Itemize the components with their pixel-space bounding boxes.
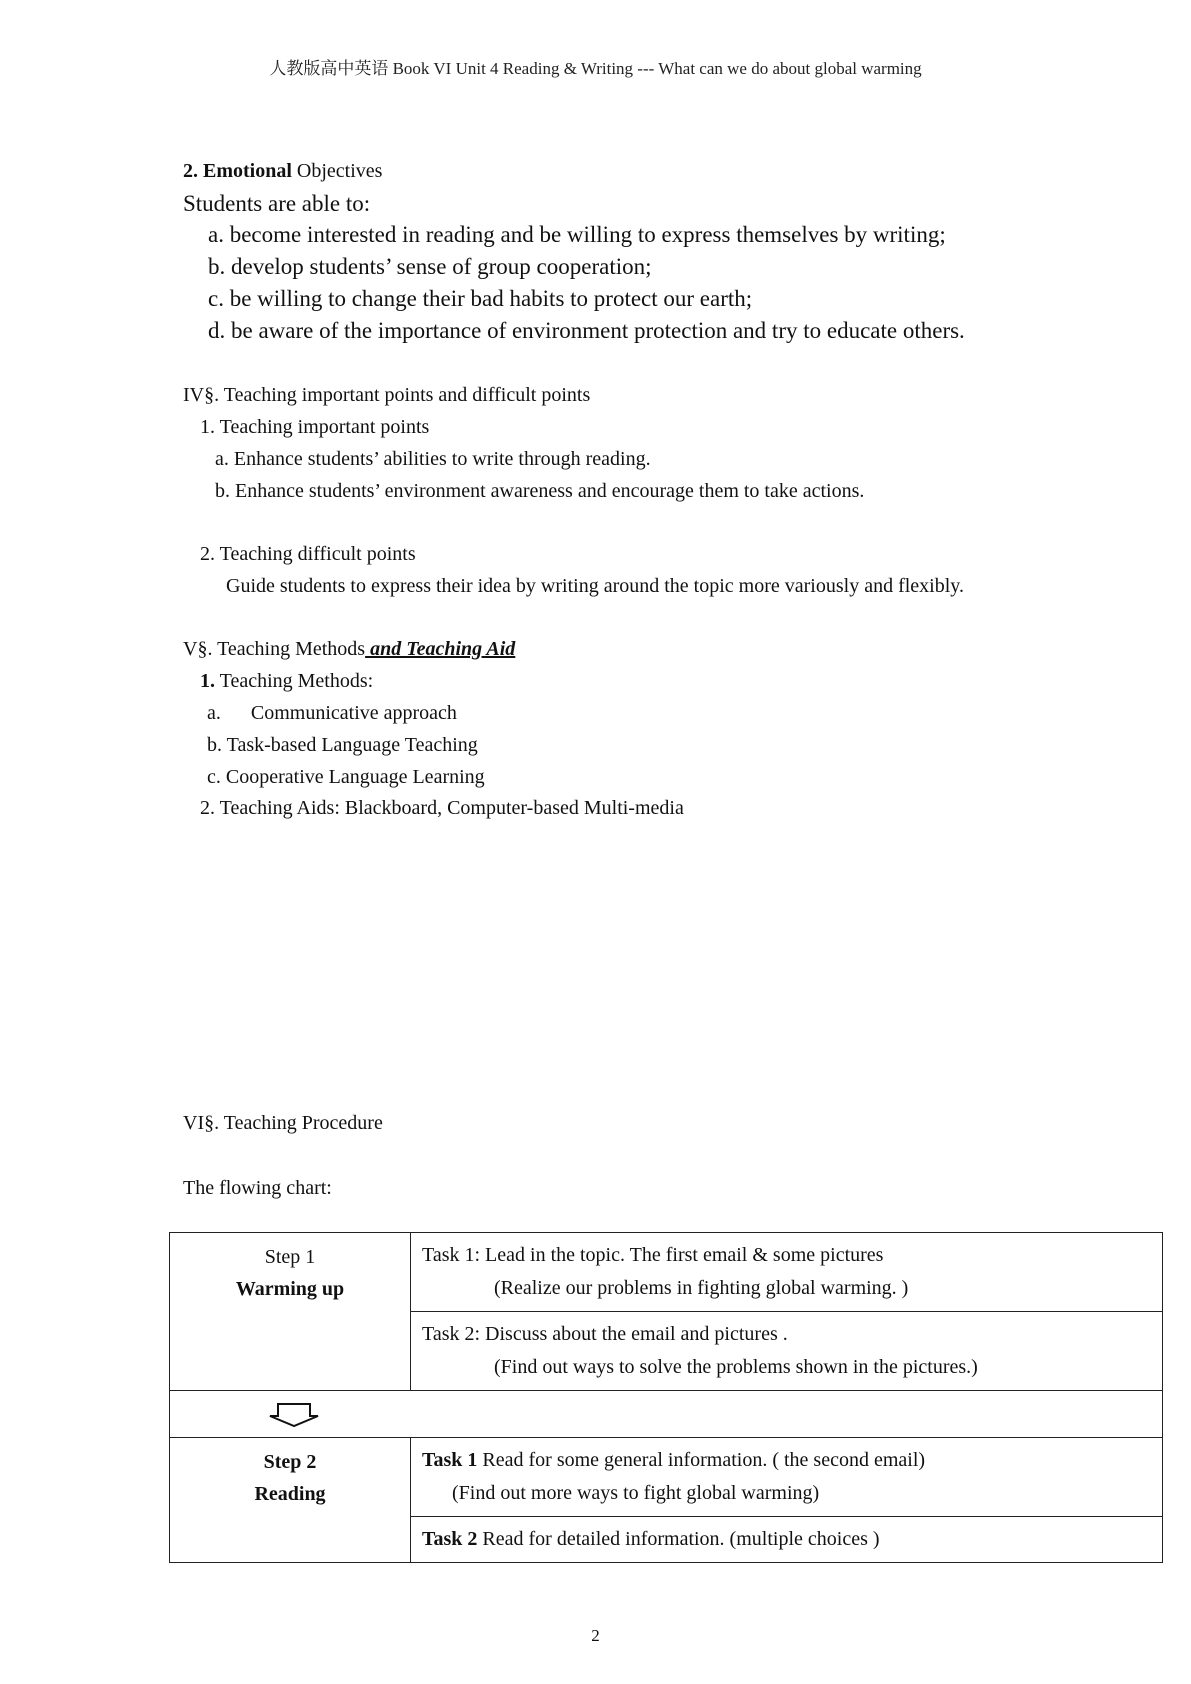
section-v-title [183, 638, 515, 661]
section-vi-title: VI§. Teaching Procedure [183, 1112, 383, 1134]
step1-task1-note: (Realize our problems in fighting global warming. ) [494, 1277, 909, 1299]
step2-task2-cell [411, 1517, 1163, 1563]
page-header: 人教版高中英语 Book VI Unit 4 Reading & Writing --- What can we do about global warming [269, 59, 922, 78]
emotional-intro: Students are able to: [183, 191, 371, 216]
section-v-title-plain: V§. Teaching Methods [183, 638, 366, 660]
teaching-aids: 2. Teaching Aids: Blackboard, Computer-based Multi-media [200, 797, 684, 819]
step1-label: Step 1 [264, 1246, 316, 1268]
important-points-title: 1. Teaching important points [200, 416, 430, 438]
step2-task1-text: Read for some general information. ( the second email) [477, 1449, 926, 1471]
step1-cell [170, 1233, 411, 1391]
page-number: 2 [591, 1626, 600, 1645]
emotional-item-a: a. become interested in reading and be willing to express themselves by writing; [208, 222, 946, 247]
flow-chart-table [169, 1232, 1163, 1563]
method-a-text: Communicative approach [250, 702, 457, 724]
emotional-objectives-title [183, 160, 382, 183]
difficult-points-title: 2. Teaching difficult points [200, 543, 416, 565]
step2-task1-note: (Find out more ways to fight global warming) [452, 1482, 820, 1504]
emotional-item-c: c. be willing to change their bad habits to protect our earth; [208, 286, 753, 311]
teaching-methods-title [200, 670, 373, 693]
methods-label: Teaching Methods: [215, 670, 374, 692]
difficult-points-text: Guide students to express their idea by writing around the topic more variously and flexibly. [226, 575, 964, 597]
step2-name: Reading [254, 1483, 326, 1505]
step2-task2 [422, 1523, 1152, 1556]
step2-task1-cell [411, 1438, 1163, 1517]
step2-cell [170, 1438, 411, 1563]
step1-task1: Task 1: Lead in the topic. The first email & some pictures [422, 1244, 884, 1266]
step1-row-task1 [170, 1233, 1163, 1312]
step1-task1-cell [411, 1233, 1163, 1312]
method-a [207, 702, 457, 725]
important-point-a: a. Enhance students’ abilities to write through reading. [215, 448, 651, 470]
step2-row-task1 [170, 1438, 1163, 1517]
step2-task2-label: Task 2 [422, 1528, 478, 1550]
emotional-title-rest: Objectives [291, 160, 383, 182]
section-iv-title: IV§. Teaching important points and difficult points [183, 384, 591, 406]
method-c: c. Cooperative Language Learning [207, 766, 485, 788]
method-b: b. Task-based Language Teaching [207, 734, 478, 756]
section-v-title-emph: and Teaching Aid [365, 638, 516, 660]
step2-label: Step 2 [263, 1451, 317, 1473]
step1-task2-cell [411, 1312, 1163, 1391]
arrow-cell [170, 1391, 1163, 1438]
arrow-row [170, 1391, 1163, 1438]
down-arrow-icon [170, 1394, 410, 1434]
emotional-title-bold: 2. Emotional [183, 160, 292, 182]
step1-task2-note: (Find out ways to solve the problems shown in the pictures.) [494, 1356, 978, 1378]
emotional-item-b: b. develop students’ sense of group cooperation; [208, 254, 652, 279]
methods-number: 1. [200, 670, 215, 692]
step2-task1 [422, 1444, 1152, 1477]
step2-task2-text: Read for detailed information. (multiple choices ) [477, 1528, 880, 1550]
step1-name: Warming up [235, 1278, 345, 1300]
important-point-b: b. Enhance students’ environment awareness and encourage them to take actions. [215, 480, 865, 502]
emotional-item-d: d. be aware of the importance of environment protection and try to educate others. [208, 318, 965, 343]
step2-task1-label: Task 1 [422, 1449, 478, 1471]
flow-chart-intro: The flowing chart: [183, 1177, 332, 1199]
method-a-letter: a. [207, 702, 221, 724]
step1-task2: Task 2: Discuss about the email and pictures . [422, 1323, 788, 1345]
